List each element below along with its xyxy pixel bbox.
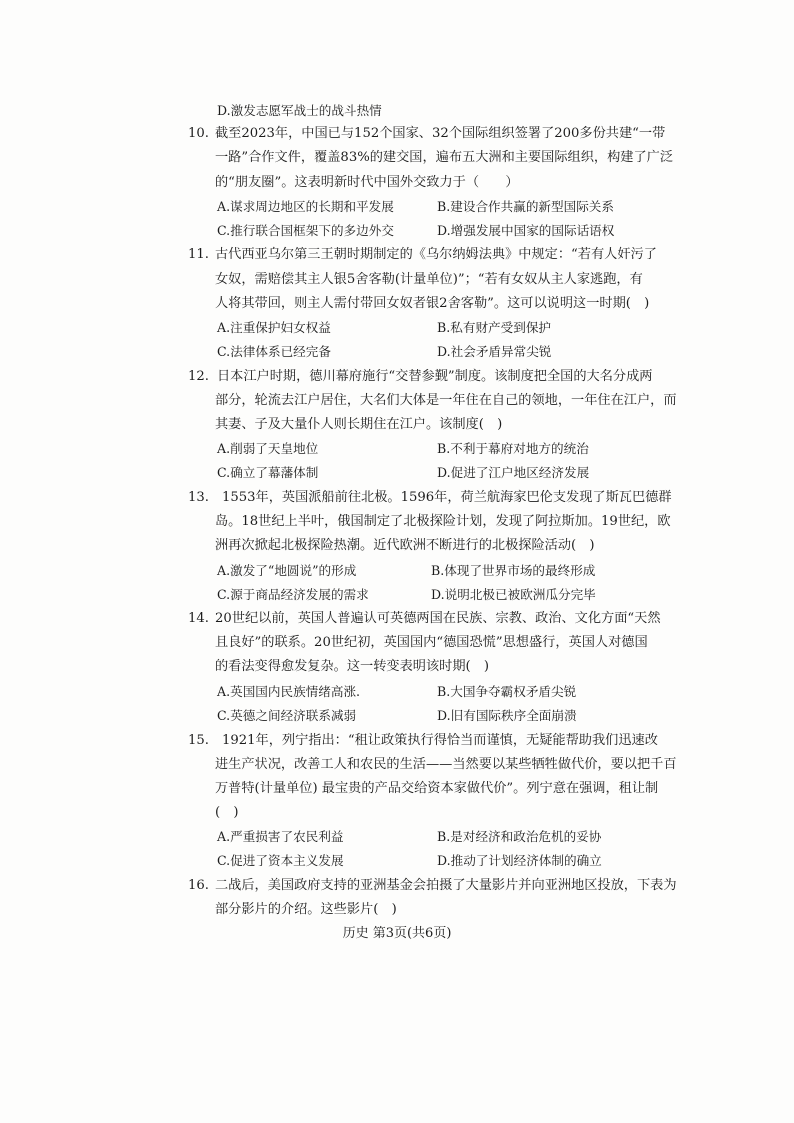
- option-d: D.促进了江户地区经济发展: [437, 465, 590, 480]
- question-stem-line: 女奴，需赔偿其主人银5舍客勒(计量单位)”；“若有女奴从主人家逃跑，有: [215, 272, 643, 287]
- option-b: B.是对经济和政治危机的妥协: [437, 829, 602, 844]
- option-b: B.不利于幕府对地方的统治: [437, 441, 589, 456]
- option-c: C.确立了幕藩体制: [217, 465, 319, 480]
- question-stem-line: 进生产状况，改善工人和农民的生活——当然要以某些牺牲做代价，要以把千百: [215, 757, 677, 772]
- option-c: C.英德之间经济联系减弱: [217, 708, 357, 723]
- option-c: C.促进了资本主义发展: [217, 853, 344, 868]
- question-stem-line: 古代西亚乌尔第三王朝时期制定的《乌尔纳姆法典》中规定：“若有人奸污了: [215, 247, 657, 262]
- option-d: D.旧有国际秩序全面崩溃: [437, 708, 577, 723]
- option-a: A.谋求周边地区的长期和平发展: [217, 199, 394, 214]
- option-b: B.大国争夺霸权矛盾尖锐: [437, 684, 577, 699]
- question-stem-line: 洲再次掀起北极探险热潮。近代欧洲不断进行的北极探险活动( ): [215, 538, 595, 553]
- option-b: B.建设合作共赢的新型国际关系: [437, 199, 614, 214]
- q9-option-d: D.激发志愿军战士的战斗热情: [217, 103, 382, 118]
- option-c: C.法律体系已经完备: [217, 344, 331, 359]
- question-stem-line: 1553年，英国派船前往北极。1596年，荷兰航海家巴伦支发现了斯瓦巴德群: [222, 490, 672, 505]
- option-d: D.说明北极已被欧洲瓜分完毕: [431, 587, 596, 602]
- question-number: 13.: [188, 490, 209, 505]
- question-stem-line: ( ): [215, 805, 239, 820]
- question-stem-line: 部分影片的介绍。这些影片( ): [215, 902, 397, 917]
- question-stem-line: 人将其带回，则主人需付带回女奴者银2舍客勒”。这可以说明这一时期( ): [215, 296, 650, 311]
- option-d: D.推动了计划经济体制的确立: [437, 853, 602, 868]
- question-stem-line: 日本江户时期，德川幕府施行“交替参觐”制度。该制度把全国的大名分成两: [217, 369, 653, 384]
- question-stem-line: 万普特(计量单位) 最宝贵的产品交给资本家做代价”。列宁意在强调，租让制: [215, 781, 659, 796]
- option-a: A.英国国内民族情绪高涨.: [217, 684, 361, 699]
- question-stem-line: 20世纪以前，英国人普遍认可英德两国在民族、宗教、政治、文化方面“天然: [215, 611, 661, 626]
- question-number: 15.: [188, 733, 209, 748]
- question-stem-line: 岛。18世纪上半叶，俄国制定了北极探险计划，发现了阿拉斯加。19世纪，欧: [215, 514, 671, 529]
- page-footer: 历史 第3页(共6页): [342, 926, 452, 941]
- question-number: 12.: [188, 369, 209, 384]
- option-c: C.推行联合国框架下的多边外交: [217, 223, 394, 238]
- question-number: 10.: [188, 126, 209, 141]
- question-stem-line: 其妻、子及大量仆人则长期住在江户。该制度( ): [215, 417, 503, 432]
- question-stem-line: 一路”合作文件，覆盖83%的建交国，遍布五大洲和主要国际组织，构建了广泛: [215, 150, 674, 165]
- option-b: B.私有财产受到保护: [437, 320, 552, 335]
- option-b: B.体现了世界市场的最终形成: [431, 563, 596, 578]
- question-number: 11.: [188, 247, 209, 262]
- question-stem-line: 1921年，列宁指出：“租让政策执行得恰当而谨慎，无疑能帮助我们迅速改: [222, 733, 658, 748]
- question-stem-line: 部分，轮流去江户居住，大名们大体是一年住在自己的领地，一年住在江户，而: [215, 393, 677, 408]
- option-d: D.增强发展中国家的国际话语权: [437, 223, 615, 238]
- question-stem-line: 二战后，美国政府支持的亚洲基金会拍摄了大量影片并向亚洲地区投放，下表为: [215, 878, 677, 893]
- question-number: 14.: [188, 611, 209, 626]
- option-a: A.注重保护妇女权益: [217, 320, 331, 335]
- question-number: 16.: [188, 878, 209, 893]
- option-d: D.社会矛盾异常尖锐: [437, 344, 552, 359]
- question-stem-line: 的看法变得愈发复杂。这一转变表明该时期( ): [215, 659, 490, 674]
- question-stem-line: 且良好”的联系。20世纪初，英国国内“德国恐慌”思想盛行，英国人对德国: [215, 635, 648, 650]
- option-a: A.削弱了天皇地位: [217, 441, 319, 456]
- option-a: A.严重损害了农民利益: [217, 829, 344, 844]
- option-c: C.源于商品经济发展的需求: [217, 587, 369, 602]
- question-stem-line: 的“朋友圈”。这表明新时代中国外交致力于（ ）: [215, 175, 519, 190]
- option-a: A.激发了“地圆说”的形成: [217, 563, 357, 578]
- question-stem-line: 截至2023年，中国已与152个国家、32个国际组织签署了200多份共建“一带: [215, 126, 666, 141]
